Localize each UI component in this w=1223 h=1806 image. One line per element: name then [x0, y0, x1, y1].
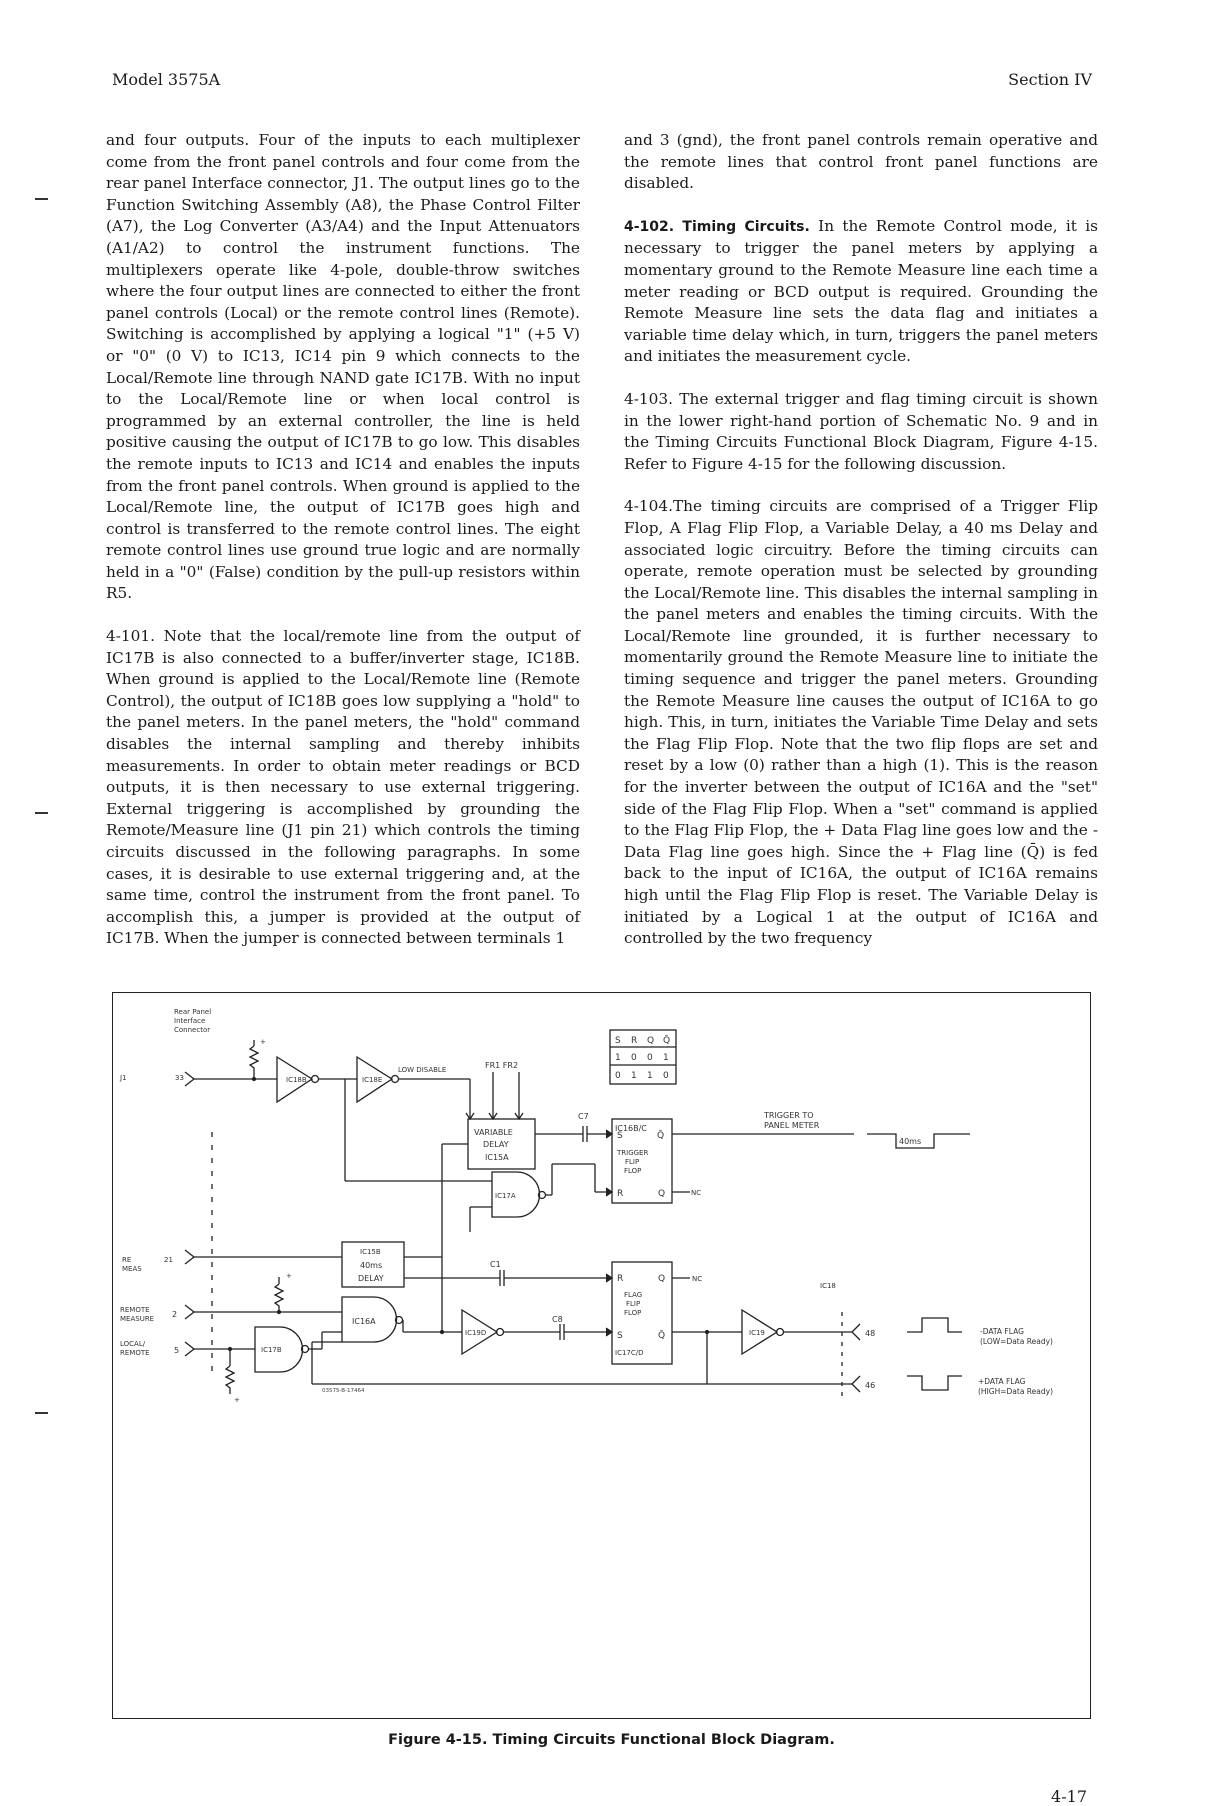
connector-arrow	[185, 1250, 194, 1264]
plus-label: +	[260, 1038, 266, 1046]
timing-block-diagram	[112, 992, 1093, 1716]
trigger-label: PANEL METER	[764, 1121, 820, 1130]
minus-data-flag-label: -DATA FLAG	[980, 1327, 1024, 1336]
c1-label: C1	[490, 1260, 501, 1269]
pin-label: S	[617, 1331, 623, 1341]
paragraph-4-100-continued: and four outputs. Four of the inputs to each multiplexer come from the front panel controls and four come from the rear panel Interface connector, J1. The output lines go to the Function Switching Assembly (A8), the Phase Control Filter (A7), the Log Converter (A3/A4) and the Input Attenuators (A1/A2) to control the instrument functions. The multiplexers operate like 4-pole, double-throw switches where the four output lines are connected to either the front panel controls (Local) or the remote control lines (Remote). Switching is accomplished by applying a logical "1" (+5 V) or "0" (0 V) to IC13, IC14 pin 9 which connects to the Local/Remote line through NAND gate IC17B. With no input to the Local/Remote line or when local control is programmed by an external controller, the line is held positive causing the output of IC17B to go low. This disables the remote inputs to IC13 and IC14 and enables the inputs from the front panel controls. When ground is applied to the Local/Remote line, the output of IC17B goes high and control is transferred to the remote control lines. The eight remote control lines use ground true logic and are normally held in a "0" (False) condition by the pull-up resistors within R5.	[106, 131, 580, 603]
interface-label: Interface	[174, 1017, 206, 1025]
junction-dot	[253, 1078, 256, 1081]
truth-table-cell: 1	[663, 1053, 669, 1063]
fr-label: FR1 FR2	[485, 1061, 519, 1070]
pin-label: Q̄	[657, 1131, 665, 1141]
ic16a-label: IC16A	[352, 1317, 376, 1326]
ic17b-label: IC17B	[261, 1346, 282, 1354]
pin-label: R	[617, 1274, 624, 1284]
local-remote-label: REMOTE	[120, 1349, 150, 1357]
left-column	[106, 130, 580, 950]
trigger-ff-label: FLIP	[625, 1158, 640, 1166]
pin-number: 46	[865, 1381, 876, 1390]
variable-delay-label: IC15A	[485, 1153, 509, 1162]
page-number: 4-17	[1051, 1787, 1087, 1806]
header-model: Model 3575A	[112, 70, 221, 89]
pin-label: R	[617, 1189, 624, 1199]
pullup-resistor	[275, 1284, 283, 1312]
interface-label: Connector	[174, 1026, 211, 1034]
paragraph-number: 4-103.	[624, 389, 673, 408]
connector-arrow	[852, 1324, 860, 1340]
arrow-head	[606, 1274, 612, 1282]
flag-ff-label: IC17C/D	[615, 1349, 644, 1357]
paragraph-body: The timing circuits are comprised of a Trigger Flip Flop, A Flag Flip Flop, a Variable Delay, a 40 ms Delay and associated logic circuitry. Before the timing circuits can operate, remote operation must be selected by grounding the Local/Remote line. This disables the internal sampling in the panel meters and enables the timing circuits. With the Local/Remote line grounded, it is further necessary to momentarily ground the Remote Measure line to initiate the timing sequence and trigger the panel meters. Grounding the Remote Measure line causes the output of IC16A to go high. This, in turn, initiates the Variable Time Delay and sets the Flag Flip Flop. Note that the two flip flops are set and reset by a low (0) rather than a high (1). This is the reason for the inverter between the output of IC16A and the "set" side of the Flag Flip Flop. When a "set" command is applied to the Flag Flip Flop, the + Data Flag line goes low and the - Data Flag line goes high. Since the + Flag line (Q̄) is fed back to the input of IC16A, the output of IC16A remains high until the Flag Flip Flop is reset. The Variable Delay is initiated by a Logical 1 at the output of IC16A and controlled by the two frequency	[624, 497, 1098, 948]
pin-label: Q	[658, 1274, 666, 1284]
plus-label: +	[286, 1272, 292, 1280]
pin-label: Q̄	[658, 1331, 666, 1341]
ic18e-label: IC18E	[362, 1076, 383, 1084]
local-remote-label: LOCAL/	[120, 1340, 146, 1348]
interface-label: Rear Panel	[174, 1008, 212, 1016]
header-section: Section IV	[1008, 70, 1092, 89]
ic15b-label: IC15B	[360, 1248, 381, 1256]
truth-table-cell: 0	[663, 1071, 669, 1081]
c8-label: C8	[552, 1315, 563, 1324]
truth-table-cell: 0	[647, 1053, 653, 1063]
pulse-width-label: 40ms	[899, 1137, 922, 1146]
trigger-ff-label: IC16B/C	[615, 1124, 647, 1133]
remote-measure-label: MEASURE	[120, 1315, 155, 1323]
paragraph-4-101-continued: and 3 (gnd), the front panel controls remain operative and the remote lines that control front panel functions are disabled.	[624, 131, 1098, 193]
nc-label: NC	[692, 1275, 703, 1283]
connector-arrow	[185, 1305, 194, 1319]
pin-number: 33	[175, 1074, 184, 1082]
trigger-label: TRIGGER TO	[764, 1111, 814, 1120]
trigger-ff-label: FLOP	[624, 1167, 642, 1175]
pin-label: S	[617, 1131, 623, 1141]
low-disable-label: LOW DISABLE	[398, 1066, 447, 1074]
paragraph-number: 4-101.	[106, 627, 155, 646]
ic19-label: IC19	[749, 1329, 765, 1337]
nc-label: NC	[691, 1189, 702, 1197]
minus-flag-waveform	[907, 1318, 962, 1332]
ic18-ref-label: IC18	[820, 1282, 836, 1290]
plus-data-flag-label: +DATA FLAG	[978, 1377, 1026, 1386]
delay-40ms-label: DELAY	[358, 1274, 384, 1283]
margin-mark	[35, 812, 48, 814]
paragraph-number: 4-102.	[624, 218, 675, 235]
diagram-svg	[112, 992, 1093, 1716]
pin-number: 21	[164, 1256, 173, 1264]
junction-dot	[278, 1311, 281, 1314]
pullup-resistor	[250, 1046, 258, 1079]
plus-flag-waveform	[907, 1376, 962, 1390]
pin-number: 2	[172, 1310, 178, 1319]
pin-label: Q	[658, 1189, 666, 1199]
truth-table-cell: 0	[615, 1071, 621, 1081]
paragraph-body: Note that the local/remote line from the output of IC17B is also connected to a buffer/inverter stage, IC18B. When ground is applied to the Local/Remote line (Remote Control), the output of IC18B goes low supplying a "hold" to the panel meters. In the panel meters, the "hold" command disables the internal sampling and thereby inhibits measurements. In order to obtain meter readings or BCD outputs, it is then necessary to use external triggering. External triggering is accomplished by grounding the Remote/Measure line (J1 pin 21) which controls the timing circuits discussed in the following paragraphs. In some cases, it is desirable to use external triggering and, at the same time, control the instrument from the front panel. To accomplish this, a jumper is provided at the output of IC17B. When the jumper is connected between terminals 1	[106, 627, 580, 948]
ic17a-label: IC17A	[495, 1192, 516, 1200]
paragraph-4-101	[106, 626, 580, 950]
ic18b-label: IC18B	[286, 1076, 307, 1084]
connector-label: J1	[120, 1074, 127, 1082]
ic19d-label: IC19D	[465, 1329, 487, 1337]
truth-table-header: Q̄	[663, 1036, 671, 1046]
arrow-head	[606, 1188, 612, 1196]
flag-ff-label: FLOP	[624, 1309, 642, 1317]
truth-table-header: Q	[647, 1036, 655, 1046]
meas-label: MEAS	[122, 1265, 142, 1273]
arrow-head	[606, 1328, 612, 1336]
junction-dot	[706, 1331, 709, 1334]
truth-table-cell: 1	[647, 1071, 653, 1081]
junction-dot	[441, 1331, 444, 1334]
figure-caption: Figure 4-15. Timing Circuits Functional Block Diagram.	[388, 1732, 835, 1748]
pullup-resistor	[226, 1366, 234, 1394]
pin-number: 48	[865, 1329, 876, 1338]
truth-table-cell: 1	[615, 1053, 621, 1063]
paragraph-title: Timing Circuits.	[682, 218, 810, 235]
margin-mark	[35, 198, 48, 200]
variable-delay-label: DELAY	[483, 1140, 509, 1149]
remote-measure-label: REMOTE	[120, 1306, 150, 1314]
figure-reference-number: 03575-B-17464	[322, 1388, 365, 1394]
paragraph-4-103	[624, 389, 1098, 475]
paragraph-4-104	[624, 496, 1098, 949]
paragraph-4-102	[624, 216, 1098, 368]
paragraph-body: In the Remote Control mode, it is necessary to trigger the panel meters by applying a momentary ground to the Remote Measure line each time a meter reading or BCD output is required. Grounding the Remote Measure line sets the data flag and initiates a variable time delay which, in turn, triggers the panel meters and initiates the measurement cycle.	[624, 216, 1098, 366]
truth-table-cell: 0	[631, 1053, 637, 1063]
truth-table-header: R	[631, 1036, 638, 1046]
delay-40ms-label: 40ms	[360, 1261, 383, 1270]
truth-table-header: S	[615, 1036, 621, 1046]
plus-data-flag-label: (HIGH=Data Ready)	[978, 1387, 1054, 1396]
margin-mark	[35, 1412, 48, 1414]
connector-arrow	[185, 1072, 194, 1086]
pin-number: 5	[174, 1346, 180, 1355]
meas-label: RE	[122, 1256, 132, 1264]
paragraph-body: The external trigger and flag timing circuit is shown in the lower right-hand portion of Schematic No. 9 and in the Timing Circuits Functional Block Diagram, Figure 4-15. Refer to Figure 4-15 for the following discussion.	[624, 389, 1098, 473]
variable-delay-label: VARIABLE	[474, 1128, 513, 1137]
paragraph-number: 4-104.	[624, 497, 673, 516]
arrow-head	[606, 1130, 612, 1138]
connector-arrow	[185, 1342, 194, 1356]
connector-arrow	[852, 1376, 860, 1392]
junction-dot	[229, 1348, 232, 1351]
plus-label: +	[234, 1396, 240, 1404]
c7-label: C7	[578, 1112, 589, 1121]
minus-data-flag-label: (LOW=Data Ready)	[980, 1337, 1053, 1346]
flag-ff-label: FLAG	[624, 1291, 643, 1299]
truth-table-cell: 1	[631, 1071, 637, 1081]
trigger-ff-label: TRIGGER	[617, 1149, 649, 1157]
right-column	[624, 130, 1098, 950]
flag-ff-label: FLIP	[626, 1300, 641, 1308]
